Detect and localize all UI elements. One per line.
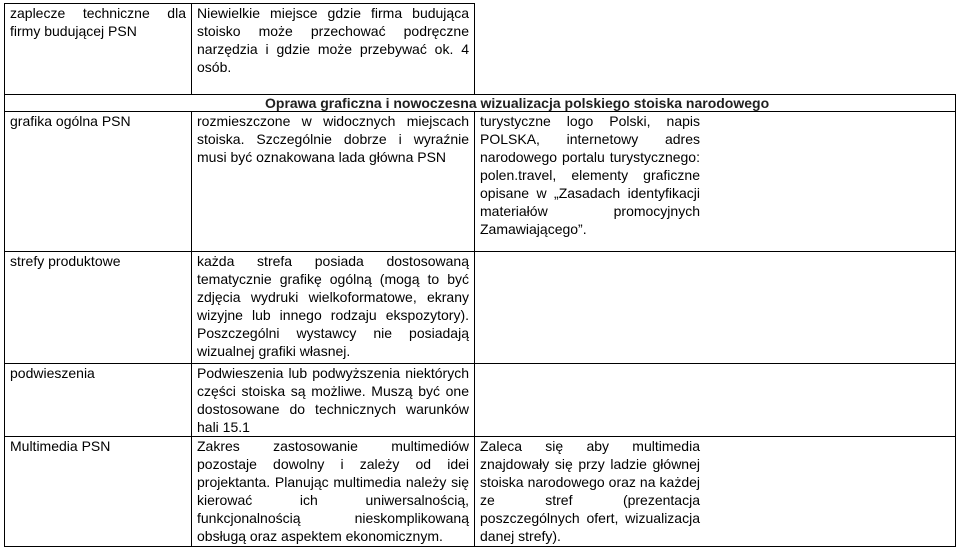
- row-extra: [475, 112, 956, 252]
- row-text: [192, 4, 475, 95]
- row-extra-content: turystyczne logo Polski, napis POLSKA, internetowy adres narodowego portalu turystycznego: polen.travel, elementy graficzne opisane w „Zasadach identyfikacji materiałów promocyjnych Zamawiającego”.: [480, 113, 700, 237]
- table-row: [5, 364, 956, 437]
- section-banner: [5, 95, 956, 112]
- row-label: [5, 364, 192, 437]
- row-label-text: zaplecze techniczne dla firmy budującej PSN: [10, 5, 186, 39]
- row-extra-empty: [475, 4, 956, 95]
- row-extra-content: Zaleca się aby multimedia znajdowały się przy ladzie głównej stoiska narodowego oraz na każdej ze stref (prezentacja poszczególnych ofert, wizualizacja danej strefy).: [480, 438, 700, 544]
- row-label: [5, 4, 192, 95]
- requirements-table: [4, 3, 956, 547]
- row-label-text: strefy produktowe: [10, 253, 121, 269]
- row-text: [192, 437, 475, 547]
- row-label: [5, 252, 192, 364]
- row-text-content: Niewielkie miejsce gdzie firma budująca stoisko może przechować podręczne narzędzia i gdzie może przebywać ok. 4 osób.: [197, 5, 469, 75]
- row-label-text: podwieszenia: [10, 365, 95, 381]
- row-label: [5, 437, 192, 547]
- section-banner-text: Oprawa graficzna i nowoczesna wizualizacja polskiego stoiska narodowego: [265, 95, 770, 111]
- row-text-content: rozmieszczone w widocznych miejscach stoiska. Szczególnie dobrze i wyraźnie musi być oznakowana lada główna PSN: [197, 113, 469, 165]
- row-text-content: Zakres zastosowanie multimediów pozostaje dowolny i zależy od idei projektanta. Planując multimedia należy się kierować ich uniwersalnością, funkcjonalnością nieskomplikowaną obsługą oraz aspektem ekonomicznym.: [197, 438, 469, 544]
- row-label: [5, 112, 192, 252]
- row-extra: [475, 437, 956, 547]
- row-label-text: grafika ogólna PSN: [10, 113, 131, 129]
- row-text-content: Podwieszenia lub podwyższenia niektórych części stoiska są możliwe. Muszą być one dostosowane do technicznych warunków hali 15.1: [197, 365, 469, 435]
- section-banner-row: [5, 95, 956, 112]
- row-text: [192, 252, 475, 364]
- row-extra-empty: [475, 252, 956, 364]
- table-row: [5, 252, 956, 364]
- row-label-text: Multimedia PSN: [10, 438, 111, 454]
- table-row: [5, 437, 956, 547]
- row-text: [192, 364, 475, 437]
- table-row: [5, 112, 956, 252]
- row-extra-empty: [475, 364, 956, 437]
- table-row: [5, 4, 956, 95]
- row-text: [192, 112, 475, 252]
- row-text-content: każda strefa posiada dostosowaną tematycznie grafikę ogólną (mogą to być zdjęcia wydruki wielkoformatowe, ekrany wizyjne lub innego rodzaju ekspozytory). Poszczególni wystawcy nie posiadają wizualnej grafiki własnej.: [197, 253, 469, 359]
